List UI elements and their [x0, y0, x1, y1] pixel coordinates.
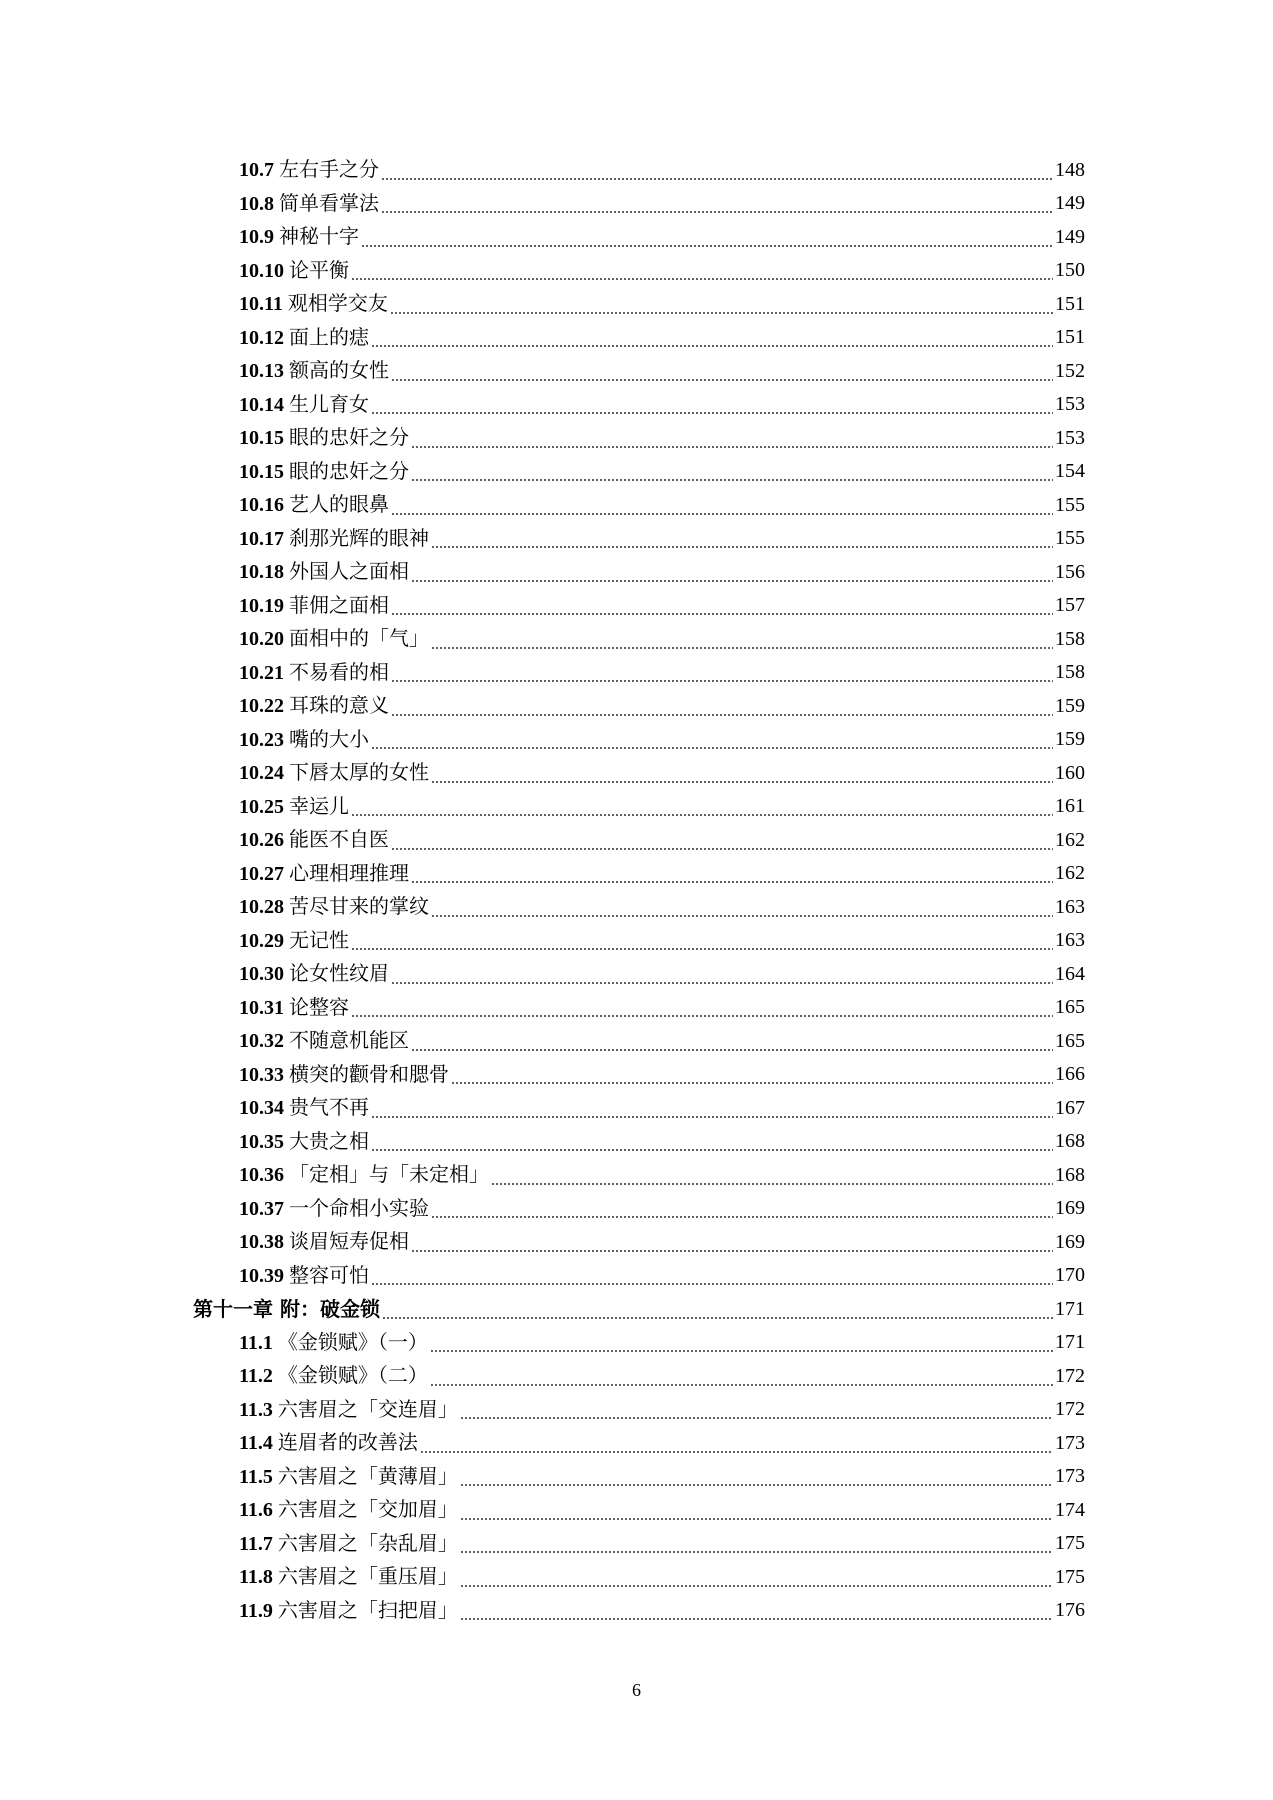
- toc-page-number: 166: [1055, 1063, 1085, 1086]
- toc-entry: [239, 488, 1085, 522]
- toc-section-title: 论整容: [289, 994, 349, 1019]
- toc-page-number: 170: [1055, 1264, 1085, 1287]
- toc-section-number: 10.37: [239, 1197, 284, 1220]
- toc-entry-label: [239, 693, 389, 718]
- toc-section-title: 无记性: [289, 927, 349, 952]
- toc-section-title: 艺人的眼鼻: [289, 492, 389, 517]
- toc-entry-label: [239, 626, 429, 651]
- toc-entry-label: [239, 861, 409, 886]
- toc-page-number: 169: [1055, 1197, 1085, 1220]
- toc-entry-label: [239, 492, 389, 517]
- toc-section-title: 面相中的「气」: [289, 626, 429, 651]
- toc-section-title: 能医不自医: [289, 827, 389, 852]
- toc-section-number: 10.34: [239, 1097, 284, 1120]
- toc-page-number: 171: [1055, 1297, 1085, 1320]
- toc-entry-label: [239, 191, 379, 216]
- toc-section-number: 11.6: [239, 1499, 273, 1522]
- toc-page-number: 173: [1055, 1465, 1085, 1488]
- toc-section-number: 10.17: [239, 527, 284, 550]
- toc-entry-label: [239, 291, 388, 316]
- toc-page-number: 156: [1055, 560, 1085, 583]
- dot-leader: [351, 795, 1053, 817]
- dot-leader: [411, 460, 1053, 482]
- dot-leader: [371, 1130, 1053, 1152]
- toc-section-title: 下唇太厚的女性: [289, 760, 429, 785]
- dot-leader: [460, 1398, 1053, 1420]
- toc-entry-label: [239, 1531, 458, 1556]
- toc-entry: [239, 1393, 1085, 1427]
- dot-leader: [451, 1063, 1053, 1085]
- toc-entry-label: [239, 961, 389, 986]
- toc-entry-label: [239, 459, 409, 484]
- dot-leader: [361, 226, 1053, 248]
- toc-page-number: 163: [1055, 929, 1085, 952]
- toc-entry-label: [239, 593, 389, 618]
- dot-leader: [391, 963, 1053, 985]
- toc-page-number: 163: [1055, 895, 1085, 918]
- toc-chapter-entry: [193, 1292, 1085, 1326]
- toc-section-number: 10.19: [239, 594, 284, 617]
- toc-section-number: 10.29: [239, 929, 284, 952]
- toc-entry-label: [239, 425, 409, 450]
- toc-section-number: 10.32: [239, 1030, 284, 1053]
- toc-page-number: 151: [1055, 326, 1085, 349]
- dot-leader: [371, 1097, 1053, 1119]
- dot-leader: [460, 1465, 1053, 1487]
- toc-page-number: 158: [1055, 627, 1085, 650]
- toc-entry: [239, 723, 1085, 757]
- toc-page-number: 167: [1055, 1096, 1085, 1119]
- dot-leader: [460, 1566, 1053, 1588]
- toc-section-title: 谈眉短寿促相: [289, 1229, 409, 1254]
- toc-section-number: 10.27: [239, 862, 284, 885]
- toc-entry-label: [239, 928, 349, 953]
- toc-page-number: 153: [1055, 426, 1085, 449]
- dot-leader: [431, 527, 1053, 549]
- toc-entry: [239, 287, 1085, 321]
- toc-section-title: 幸运儿: [289, 793, 349, 818]
- dot-leader: [371, 393, 1053, 415]
- toc-section-title: 苦尽甘来的掌纹: [289, 894, 429, 919]
- dot-leader: [430, 1331, 1053, 1353]
- toc-entry: [239, 1192, 1085, 1226]
- dot-leader: [351, 259, 1053, 281]
- toc-section-number: 10.10: [239, 259, 284, 282]
- toc-entry-label: [239, 894, 429, 919]
- dot-leader: [431, 1197, 1053, 1219]
- dot-leader: [391, 695, 1053, 717]
- toc-entry-label: [239, 995, 349, 1020]
- toc-entry: [239, 957, 1085, 991]
- toc-entry: [239, 354, 1085, 388]
- toc-section-number: 10.14: [239, 393, 284, 416]
- toc-section-number: 10.18: [239, 561, 284, 584]
- toc-section-title: 《金锁赋》（二）: [277, 1363, 428, 1388]
- toc-entry-label: [239, 358, 389, 383]
- toc-section-title: 论女性纹眉: [289, 961, 389, 986]
- toc-entry: [239, 589, 1085, 623]
- toc-entry: [239, 1560, 1085, 1594]
- toc-page-number: 159: [1055, 694, 1085, 717]
- toc-entry-label: [239, 224, 359, 249]
- toc-page-number: 149: [1055, 225, 1085, 248]
- toc-section-number: 10.13: [239, 360, 284, 383]
- toc-entry-label: [239, 1028, 409, 1053]
- toc-section-number: 11.3: [239, 1398, 273, 1421]
- toc-page-number: 164: [1055, 962, 1085, 985]
- toc-section-title: 心理相理推理: [289, 860, 409, 885]
- page-number: 6: [632, 1680, 641, 1700]
- dot-leader: [491, 1164, 1053, 1186]
- toc-section-number: 10.21: [239, 661, 284, 684]
- toc-entry-label: [239, 1497, 458, 1522]
- toc-entry: [239, 1460, 1085, 1494]
- toc-entry: [239, 153, 1085, 187]
- toc-section-number: 10.15: [239, 427, 284, 450]
- toc-section-number: 11.1: [239, 1331, 273, 1354]
- dot-leader: [391, 594, 1053, 616]
- toc-entry-label: [239, 1430, 418, 1455]
- dot-leader: [381, 192, 1053, 214]
- toc-section-number: 10.24: [239, 762, 284, 785]
- toc-entry: [239, 1493, 1085, 1527]
- toc-entry: [239, 1259, 1085, 1293]
- toc-entry: [239, 522, 1085, 556]
- toc-page-number: 154: [1055, 460, 1085, 483]
- toc-entry-label: [239, 794, 349, 819]
- toc-entry-label: [239, 559, 409, 584]
- toc-entry: [239, 254, 1085, 288]
- toc-page-number: 160: [1055, 761, 1085, 784]
- toc-section-title: 六害眉之「杂乱眉」: [277, 1530, 458, 1555]
- toc-section-title: 第十一章 附：破金锁: [193, 1296, 380, 1321]
- dot-leader: [411, 862, 1053, 884]
- toc-entry-label: [239, 1263, 369, 1288]
- toc-entry: [239, 1326, 1085, 1360]
- dot-leader: [351, 929, 1053, 951]
- toc-page-number: 162: [1055, 828, 1085, 851]
- toc-section-number: 10.39: [239, 1264, 284, 1287]
- toc-page-number: 151: [1055, 292, 1085, 315]
- toc-entry: [239, 622, 1085, 656]
- toc-entry: [239, 1426, 1085, 1460]
- toc-section-title: 不易看的相: [289, 659, 389, 684]
- toc-page-number: 153: [1055, 393, 1085, 416]
- toc-section-number: 10.30: [239, 963, 284, 986]
- toc-entry-label: [239, 1464, 458, 1489]
- toc-page-number: 161: [1055, 795, 1085, 818]
- toc-section-number: 10.11: [239, 293, 283, 316]
- toc-page-number: 169: [1055, 1230, 1085, 1253]
- toc-page-number: 175: [1055, 1532, 1085, 1555]
- toc-section-number: 11.9: [239, 1599, 273, 1622]
- dot-leader: [460, 1599, 1053, 1621]
- toc-section-number: 10.25: [239, 795, 284, 818]
- toc-entry-label: [239, 1095, 369, 1120]
- toc-section-number: 11.2: [239, 1365, 273, 1388]
- toc-page-number: 168: [1055, 1163, 1085, 1186]
- toc-page-number: 162: [1055, 862, 1085, 885]
- toc-section-title: 六害眉之「黄薄眉」: [277, 1463, 458, 1488]
- dot-leader: [431, 628, 1053, 650]
- toc-section-number: 10.26: [239, 829, 284, 852]
- dot-leader: [460, 1499, 1053, 1521]
- toc-section-title: 连眉者的改善法: [277, 1430, 418, 1455]
- toc-entry-label: [239, 727, 369, 752]
- toc-entry: [239, 1058, 1085, 1092]
- toc-entry: [239, 1158, 1085, 1192]
- toc-entry: [239, 1024, 1085, 1058]
- toc-section-title: 《金锁赋》（一）: [277, 1329, 428, 1354]
- toc-section-number: 10.16: [239, 494, 284, 517]
- dot-leader: [391, 360, 1053, 382]
- dot-leader: [371, 1264, 1053, 1286]
- dot-leader: [381, 159, 1053, 181]
- toc-section-title: 贵气不再: [289, 1095, 369, 1120]
- toc-section-title: 面上的痣: [289, 324, 369, 349]
- toc-entry-label: [239, 157, 379, 182]
- toc-section-title: 整容可怕: [289, 1262, 369, 1287]
- toc-entry-label: [239, 1397, 458, 1422]
- toc-entry: [239, 187, 1085, 221]
- toc-section-number: 11.5: [239, 1465, 273, 1488]
- toc-section-number: 10.23: [239, 728, 284, 751]
- toc-section-number: 10.35: [239, 1130, 284, 1153]
- toc-section-title: 六害眉之「重压眉」: [277, 1564, 458, 1589]
- toc-entry: [239, 555, 1085, 589]
- dot-leader: [460, 1532, 1053, 1554]
- toc-entry-label: [239, 760, 429, 785]
- toc-section-number: 10.15: [239, 460, 284, 483]
- toc-section-title: 六害眉之「交连眉」: [277, 1396, 458, 1421]
- toc-section-title: 简单看掌法: [279, 190, 379, 215]
- toc-section-number: 10.31: [239, 996, 284, 1019]
- toc-section-title: 眼的忠奸之分: [289, 425, 409, 450]
- toc-entry-label: [239, 1162, 489, 1187]
- toc-section-title: 六害眉之「扫把眉」: [277, 1597, 458, 1622]
- table-of-contents: [0, 153, 1273, 1627]
- toc-page-number: 148: [1055, 158, 1085, 181]
- dot-leader: [411, 561, 1053, 583]
- toc-entry: [239, 991, 1085, 1025]
- toc-page-number: 172: [1055, 1364, 1085, 1387]
- dot-leader: [391, 494, 1053, 516]
- toc-section-number: 10.7: [239, 159, 274, 182]
- dot-leader: [430, 1365, 1053, 1387]
- toc-page-number: 152: [1055, 359, 1085, 382]
- dot-leader: [420, 1432, 1053, 1454]
- toc-entry: [239, 823, 1085, 857]
- toc-page-number: 171: [1055, 1331, 1085, 1354]
- toc-entry: [239, 1225, 1085, 1259]
- toc-entry-label: [193, 1297, 380, 1321]
- toc-section-title: 额高的女性: [289, 358, 389, 383]
- toc-entry-label: [239, 1564, 458, 1589]
- toc-entry: [239, 421, 1085, 455]
- toc-section-title: 外国人之面相: [289, 559, 409, 584]
- toc-section-number: 10.20: [239, 628, 284, 651]
- toc-section-title: 左右手之分: [279, 157, 379, 182]
- toc-page-number: 172: [1055, 1398, 1085, 1421]
- toc-section-title: 嘴的大小: [289, 726, 369, 751]
- toc-page-number: 158: [1055, 661, 1085, 684]
- toc-page-number: 159: [1055, 728, 1085, 751]
- toc-section-title: 眼的忠奸之分: [289, 458, 409, 483]
- toc-entry: [239, 857, 1085, 891]
- toc-entry-label: [239, 1062, 449, 1087]
- toc-section-title: 观相学交友: [287, 291, 388, 316]
- toc-entry: [239, 321, 1085, 355]
- toc-section-title: 不随意机能区: [289, 1028, 409, 1053]
- dot-leader: [411, 1231, 1053, 1253]
- toc-section-title: 论平衡: [289, 257, 349, 282]
- toc-entry-label: [239, 1229, 409, 1254]
- toc-page-number: 165: [1055, 996, 1085, 1019]
- dot-leader: [391, 829, 1053, 851]
- toc-section-title: 耳珠的意义: [289, 693, 389, 718]
- toc-section-title: 一个命相小实验: [289, 1195, 429, 1220]
- toc-page-number: 155: [1055, 493, 1085, 516]
- toc-section-title: 菲佣之面相: [289, 592, 389, 617]
- toc-section-title: 神秘十字: [279, 224, 359, 249]
- dot-leader: [431, 896, 1053, 918]
- toc-entry-label: [239, 1330, 428, 1355]
- toc-section-title: 生儿育女: [289, 391, 369, 416]
- toc-page-number: 157: [1055, 594, 1085, 617]
- toc-entry-label: [239, 258, 349, 283]
- toc-page-number: 174: [1055, 1498, 1085, 1521]
- toc-entry: [239, 890, 1085, 924]
- toc-section-number: 10.22: [239, 695, 284, 718]
- toc-section-number: 10.38: [239, 1231, 284, 1254]
- toc-section-number: 10.36: [239, 1164, 284, 1187]
- toc-entry: [239, 1359, 1085, 1393]
- toc-entry-label: [239, 660, 389, 685]
- toc-page-number: 175: [1055, 1565, 1085, 1588]
- toc-page-number: 165: [1055, 1029, 1085, 1052]
- toc-section-title: 横突的颧骨和腮骨: [289, 1061, 449, 1086]
- toc-entry: [239, 924, 1085, 958]
- toc-entry: [239, 1594, 1085, 1628]
- toc-entry-label: [239, 827, 389, 852]
- dot-leader: [411, 1030, 1053, 1052]
- toc-entry: [239, 1125, 1085, 1159]
- toc-entry-label: [239, 325, 369, 350]
- dot-leader: [351, 996, 1053, 1018]
- toc-page-number: 176: [1055, 1599, 1085, 1622]
- toc-section-title: 六害眉之「交加眉」: [277, 1497, 458, 1522]
- toc-page-number: 150: [1055, 259, 1085, 282]
- dot-leader: [371, 728, 1053, 750]
- toc-section-number: 10.12: [239, 326, 284, 349]
- toc-entry-label: [239, 1129, 369, 1154]
- toc-page-number: 149: [1055, 192, 1085, 215]
- toc-entry: [239, 656, 1085, 690]
- toc-section-title: 大贵之相: [289, 1128, 369, 1153]
- toc-page-number: 168: [1055, 1130, 1085, 1153]
- toc-entry-label: [239, 1598, 458, 1623]
- dot-leader: [431, 762, 1053, 784]
- toc-entry-label: [239, 526, 429, 551]
- toc-section-number: 10.8: [239, 192, 274, 215]
- dot-leader: [411, 427, 1053, 449]
- toc-page-number: 155: [1055, 527, 1085, 550]
- dot-leader: [382, 1298, 1053, 1320]
- dot-leader: [371, 326, 1053, 348]
- toc-section-number: 10.28: [239, 896, 284, 919]
- toc-section-title: 「定相」与「未定相」: [289, 1162, 489, 1187]
- toc-page-number: 173: [1055, 1431, 1085, 1454]
- toc-entry: [239, 388, 1085, 422]
- toc-section-number: 11.4: [239, 1432, 273, 1455]
- toc-section-number: 10.9: [239, 226, 274, 249]
- toc-entry: [239, 1091, 1085, 1125]
- toc-entry: [239, 689, 1085, 723]
- toc-section-title: 刹那光辉的眼神: [289, 525, 429, 550]
- toc-entry: [239, 1527, 1085, 1561]
- toc-section-number: 10.33: [239, 1063, 284, 1086]
- dot-leader: [391, 661, 1053, 683]
- toc-section-number: 11.7: [239, 1532, 273, 1555]
- toc-entry-label: [239, 392, 369, 417]
- toc-entry: [239, 220, 1085, 254]
- toc-entry: [239, 756, 1085, 790]
- toc-entry: [239, 455, 1085, 489]
- dot-leader: [390, 293, 1053, 315]
- toc-entry-label: [239, 1196, 429, 1221]
- toc-section-number: 11.8: [239, 1566, 273, 1589]
- toc-entry-label: [239, 1363, 428, 1388]
- toc-entry: [239, 790, 1085, 824]
